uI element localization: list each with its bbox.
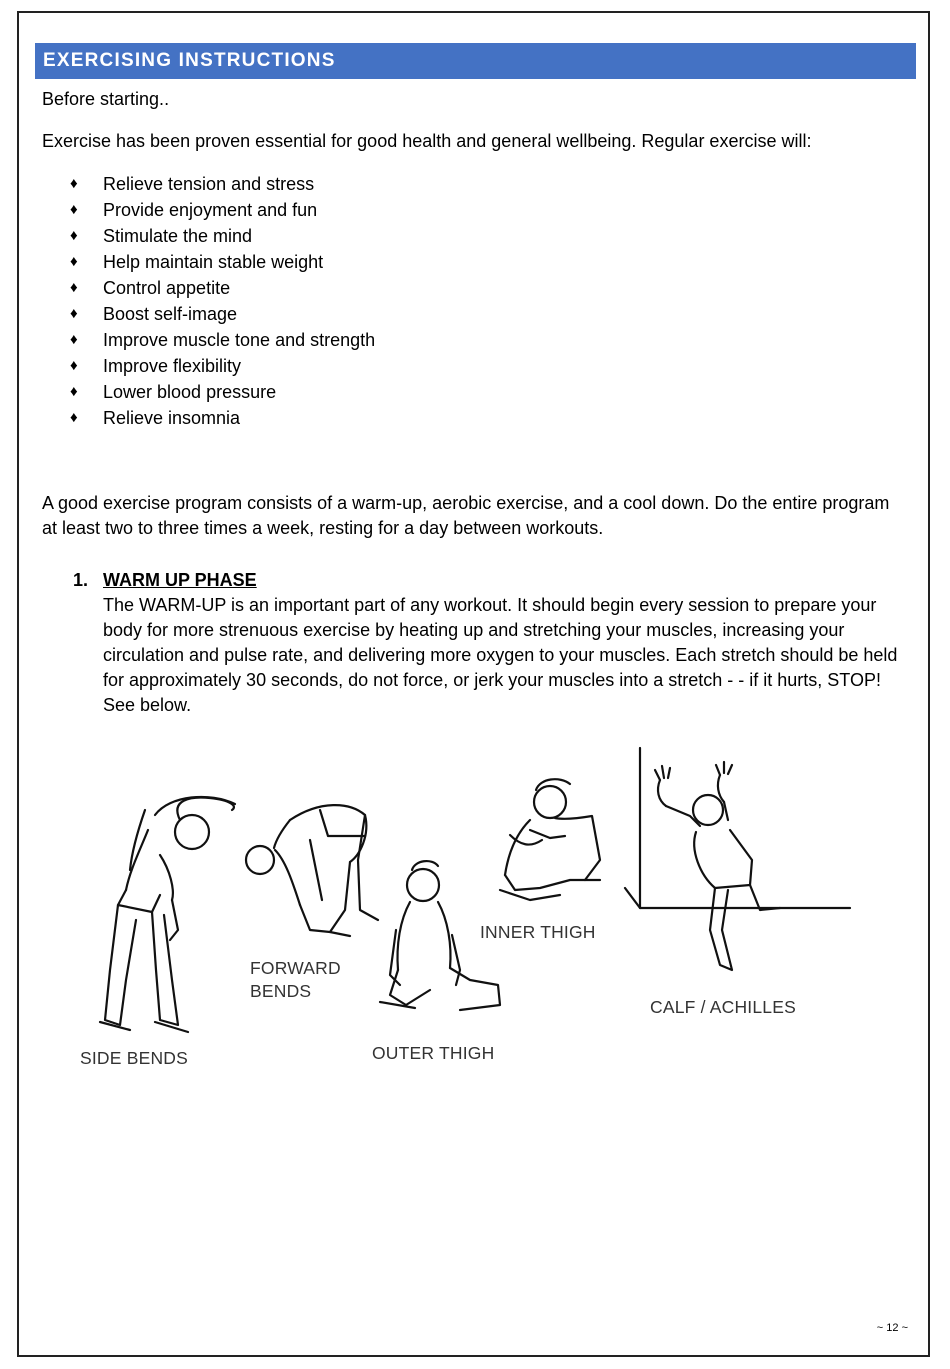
forward-bends-figure	[246, 805, 378, 936]
section-header: EXERCISING INSTRUCTIONS	[35, 43, 916, 79]
diamond-bullet-icon: ♦	[70, 279, 78, 296]
list-item: ♦ Relieve tension and stress	[70, 171, 375, 197]
diamond-bullet-icon: ♦	[70, 253, 78, 270]
intro-before: Before starting..	[42, 89, 170, 109]
diamond-bullet-icon: ♦	[70, 305, 78, 322]
diamond-bullet-icon: ♦	[70, 227, 78, 244]
step-title: WARM UP PHASE	[103, 570, 257, 590]
label-outer-thigh: OUTER THIGH	[372, 1043, 495, 1063]
label-calf-achilles: CALF / ACHILLES	[650, 997, 796, 1017]
list-item: ♦ Lower blood pressure	[70, 379, 375, 405]
list-item: ♦ Boost self-image	[70, 301, 375, 327]
label-side-bends: SIDE BENDS	[80, 1048, 188, 1068]
calf-achilles-figure	[625, 748, 850, 970]
side-bends-figure	[100, 797, 235, 1032]
list-item: ♦ Stimulate the mind	[70, 223, 375, 249]
diamond-bullet-icon: ♦	[70, 409, 78, 426]
program-paragraph: A good exercise program consists of a warm-up, aerobic exercise, and a cool down. Do the entire program at least two to three times a week, resting for a day between workouts.	[42, 493, 890, 538]
list-item: ♦ Provide enjoyment and fun	[70, 197, 375, 223]
list-item: ♦ Improve muscle tone and strength	[70, 327, 375, 353]
list-item: ♦ Help maintain stable weight	[70, 249, 375, 275]
step-number: 1.	[73, 570, 89, 590]
diamond-bullet-icon: ♦	[70, 331, 78, 348]
list-item: ♦ Improve flexibility	[70, 353, 375, 379]
step-body: The WARM-UP is an important part of any workout. It should begin every session to prepare your body for more strenuous exercise by heating up and stretching your muscles, increasing your circulation and pulse rate, and delivering more oxygen to your muscles. Each stretch should be held for approximately 30 seconds, do not force, or jerk your muscles into a stretch - - if it hurts, STOP! See below.	[103, 595, 898, 715]
diamond-bullet-icon: ♦	[70, 201, 78, 218]
inner-thigh-figure	[500, 779, 600, 900]
page-number: ~ 12 ~	[876, 1322, 908, 1334]
benefits-list	[70, 171, 375, 431]
intro-lead: Exercise has been proven essential for good health and general wellbeing. Regular exercise will:	[42, 131, 812, 151]
stretching-illustration	[60, 740, 880, 1090]
list-item: ♦ Relieve insomnia	[70, 405, 375, 431]
list-item: ♦ Control appetite	[70, 275, 375, 301]
diamond-bullet-icon: ♦	[70, 383, 78, 400]
diamond-bullet-icon: ♦	[70, 175, 78, 192]
label-inner-thigh: INNER THIGH	[480, 922, 596, 942]
diamond-bullet-icon: ♦	[70, 357, 78, 374]
label-forward-bends-line2: BENDS	[250, 981, 312, 1001]
label-forward-bends-line1: FORWARD	[250, 958, 341, 978]
